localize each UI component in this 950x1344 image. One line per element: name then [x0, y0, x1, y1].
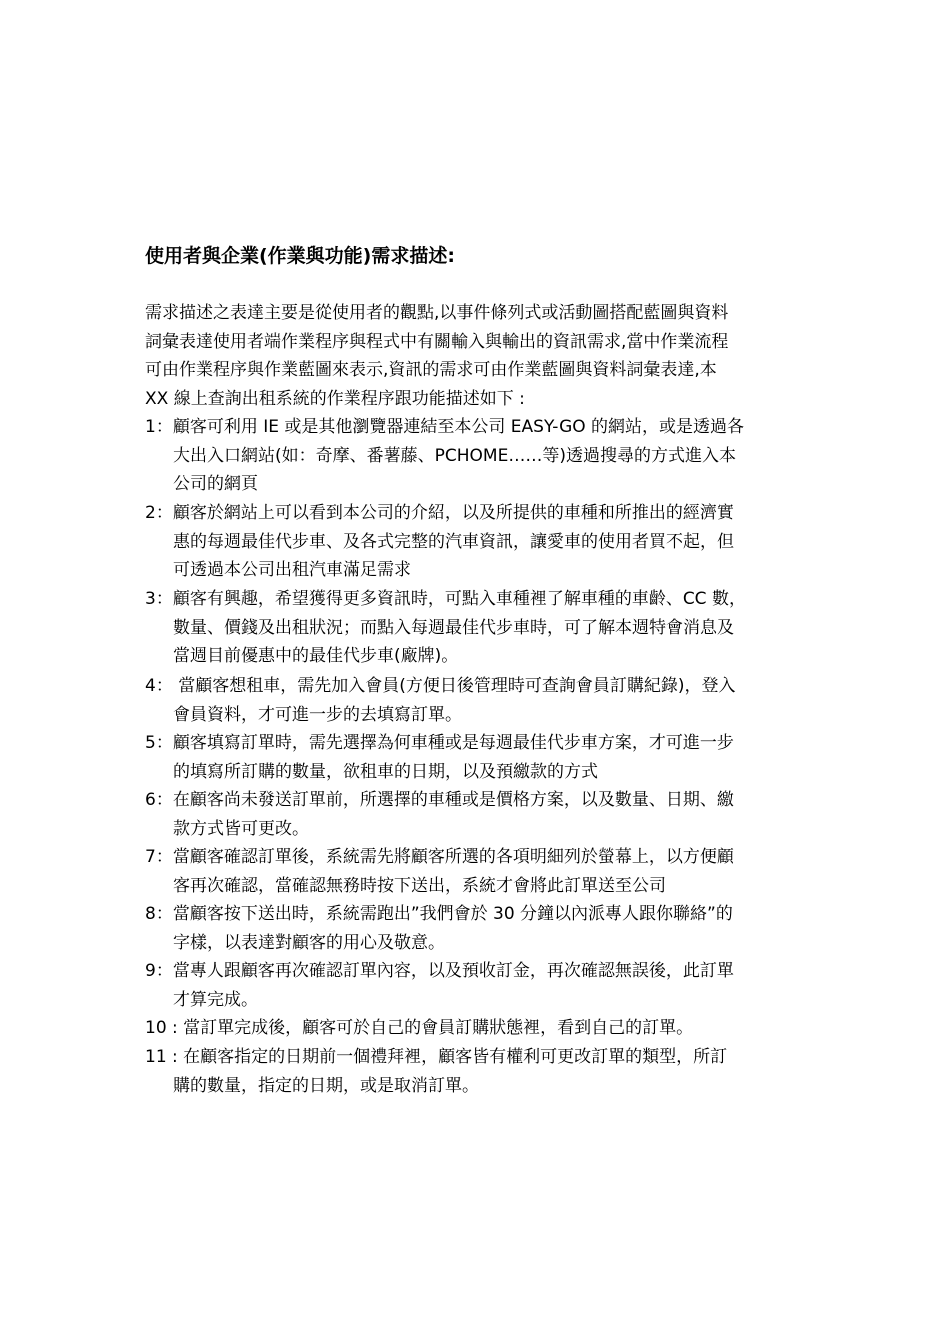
list-item-2: [145, 499, 835, 585]
item-line: 的填寫所訂購的數量，欲租車的日期，以及預繳款的方式: [173, 761, 598, 782]
item-line: 客再次確認，當確認無務時按下送出，系統才會將此訂單送至公司: [173, 875, 666, 896]
intro-line: 需求描述之表達主要是從使用者的觀點,以事件條列式或活動圖搭配藍圖與資料: [145, 303, 729, 323]
intro-line: 詞彙表達使用者端作業程序與程式中有關輸入與輸出的資訊需求,當中作業流程: [145, 331, 729, 352]
item-line: 公司的網頁: [173, 474, 258, 494]
item-line: 10 : 當訂單完成後，顧客可於自己的會員訂購狀態裡，看到自己的訂單。: [145, 1018, 694, 1038]
list-item-5: [145, 729, 835, 786]
item-line: 購的數量，指定的日期，或是取消訂單。: [173, 1075, 479, 1096]
item-line: 9：當專人跟顧客再次確認訂單內容，以及預收訂金，再次確認無誤後，此訂單: [145, 961, 734, 981]
list-item-1: [145, 413, 835, 499]
item-line: 2：顧客於網站上可以看到本公司的介紹，以及所提供的車種和所推出的經濟實: [145, 503, 734, 523]
intro-line: 可由作業程序與作業藍圖來表示,資訊的需求可由作業藍圖與資料詞彙表達,本: [145, 360, 717, 380]
item-line: 5：顧客填寫訂單時，需先選擇為何車種或是每週最佳代步車方案，才可進一步: [145, 733, 734, 753]
item-line: 當週目前優惠中的最佳代步車(廠牌)。: [173, 646, 459, 666]
list-item-4: [145, 672, 835, 729]
list-item-8: [145, 900, 835, 957]
item-line: 3：顧客有興趣，希望獲得更多資訊時，可點入車種裡了解車種的車齡、CC 數，: [145, 589, 746, 609]
item-line: 數量、價錢及出租狀況；而點入每週最佳代步車時，可了解本週特會消息及: [173, 617, 734, 638]
item-line: 才算完成。: [173, 989, 258, 1010]
item-line: 6：在顧客尚未發送訂單前，所選擇的車種或是價格方案，以及數量、日期、繳: [145, 790, 734, 810]
item-line: 11 : 在顧客指定的日期前一個禮拜裡，顧客皆有權利可更改訂單的類型，所訂: [145, 1047, 728, 1067]
item-line: 8：當顧客按下送出時，系統需跑出”我們會於 30 分鐘以內派專人跟你聯絡”的: [145, 904, 733, 924]
item-line: 會員資料，才可進一步的去填寫訂單。: [173, 704, 462, 725]
intro-line: XX 線上查詢出租系統的作業程序跟功能描述如下 :: [145, 388, 525, 409]
list-item-9: [145, 957, 835, 1014]
item-line: 7：當顧客確認訂單後，系統需先將顧客所選的各項明細列於螢幕上，以方便顧: [145, 847, 734, 867]
list-item-7: [145, 843, 835, 900]
item-line: 惠的每週最佳代步車、及各式完整的汽車資訊，讓愛車的使用者買不起，但: [173, 531, 734, 552]
document-title: 使用者與企業(作業與功能)需求描述:: [145, 245, 455, 267]
list-item-6: [145, 786, 835, 843]
item-line: 1：顧客可利用 IE 或是其他瀏覽器連結至本公司 EASY-GO 的網站，或是透過各: [145, 417, 745, 437]
list-item-10: [145, 1014, 835, 1043]
list-item-11: [145, 1043, 835, 1100]
item-line: 字樣，以表達對顧客的用心及敬意。: [173, 932, 445, 953]
item-line: 4： 當顧客想租車，需先加入會員(方便日後管理時可查詢會員訂購紀錄)，登入: [145, 676, 736, 696]
item-line: 款方式皆可更改。: [173, 818, 309, 839]
item-line: 可透過本公司出租汽車滿足需求: [173, 560, 411, 580]
intro-paragraph: [145, 299, 825, 413]
item-line: 大出入口網站(如：奇摩、番薯藤、PCHOME……等)透過搜尋的方式進入本: [173, 445, 736, 466]
list-item-3: [145, 585, 835, 671]
